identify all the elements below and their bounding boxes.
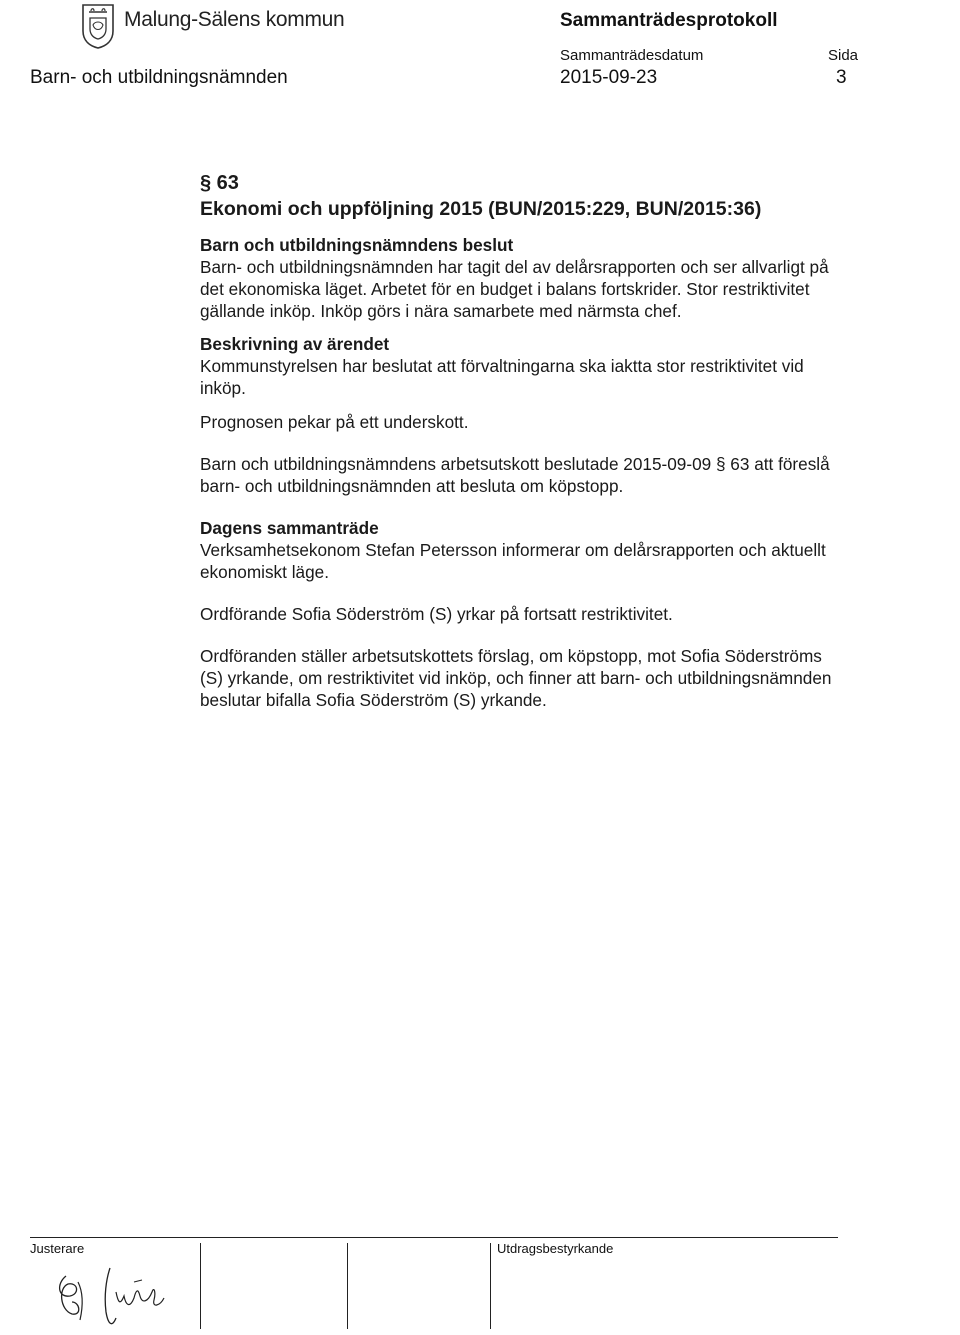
document-title: Sammanträdesprotokoll: [560, 10, 778, 31]
signature-initials: [52, 1262, 182, 1332]
footer-column-divider: [200, 1243, 201, 1329]
extract-certification-label: Utdragsbestyrkande: [497, 1241, 614, 1256]
protocol-section: [200, 170, 840, 711]
meeting-paragraph: Ordförande Sofia Söderström (S) yrkar på fortsatt restriktivitet.: [200, 604, 673, 624]
meeting-heading: Dagens sammanträde: [200, 518, 379, 538]
meeting-date-value: 2015-09-23: [560, 67, 658, 88]
footer-divider: [30, 1237, 838, 1238]
description-paragraph: Kommunstyrelsen har beslutat att förvaltningarna ska iaktta stor restriktivitet vid inköp.: [200, 356, 804, 398]
section-number: § 63: [200, 172, 239, 194]
footer-column-divider: [490, 1243, 491, 1329]
municipal-crest-icon: [80, 3, 116, 49]
meeting-paragraph: Ordföranden ställer arbetsutskottets förslag, om köpstopp, mot Sofia Söderströms (S) yrkande, om restriktivitet vid inköp, och finner att barn- och utbildningsnämnden beslutar bifalla Sofia Söderström (S) yrkande.: [200, 646, 832, 710]
description-paragraph: Prognosen pekar på ett underskott.: [200, 412, 469, 432]
description-paragraph: Barn och utbildningsnämndens arbetsutskott beslutade 2015-09-09 § 63 att föreslå barn- och utbildningsnämnden att besluta om köpstopp.: [200, 454, 830, 496]
organization-name: Malung-Sälens kommun: [124, 8, 345, 31]
decision-text: Barn- och utbildningsnämnden har tagit del av delårsrapporten och ser allvarligt på det ekonomiska läget. Arbetet för en budget i balans fortskrider. Stor restriktivitet gällande inköp. Inköp görs i nära samarbete med närmsta chef.: [200, 257, 829, 321]
description-heading: Beskrivning av ärendet: [200, 334, 390, 354]
section-title: Ekonomi och uppföljning 2015 (BUN/2015:229, BUN/2015:36): [200, 198, 762, 220]
meeting-paragraph: Verksamhetsekonom Stefan Petersson informerar om delårsrapporten och aktuellt ekonomiskt läge.: [200, 540, 826, 582]
page-number: 3: [836, 67, 847, 88]
page-label: Sida: [828, 47, 859, 64]
footer-column-divider: [347, 1243, 348, 1329]
decision-heading: Barn och utbildningsnämndens beslut: [200, 235, 514, 255]
adjuster-label: Justerare: [30, 1241, 85, 1256]
committee-name: Barn- och utbildningsnämnden: [30, 67, 288, 88]
meeting-date-label: Sammanträdesdatum: [560, 47, 704, 64]
